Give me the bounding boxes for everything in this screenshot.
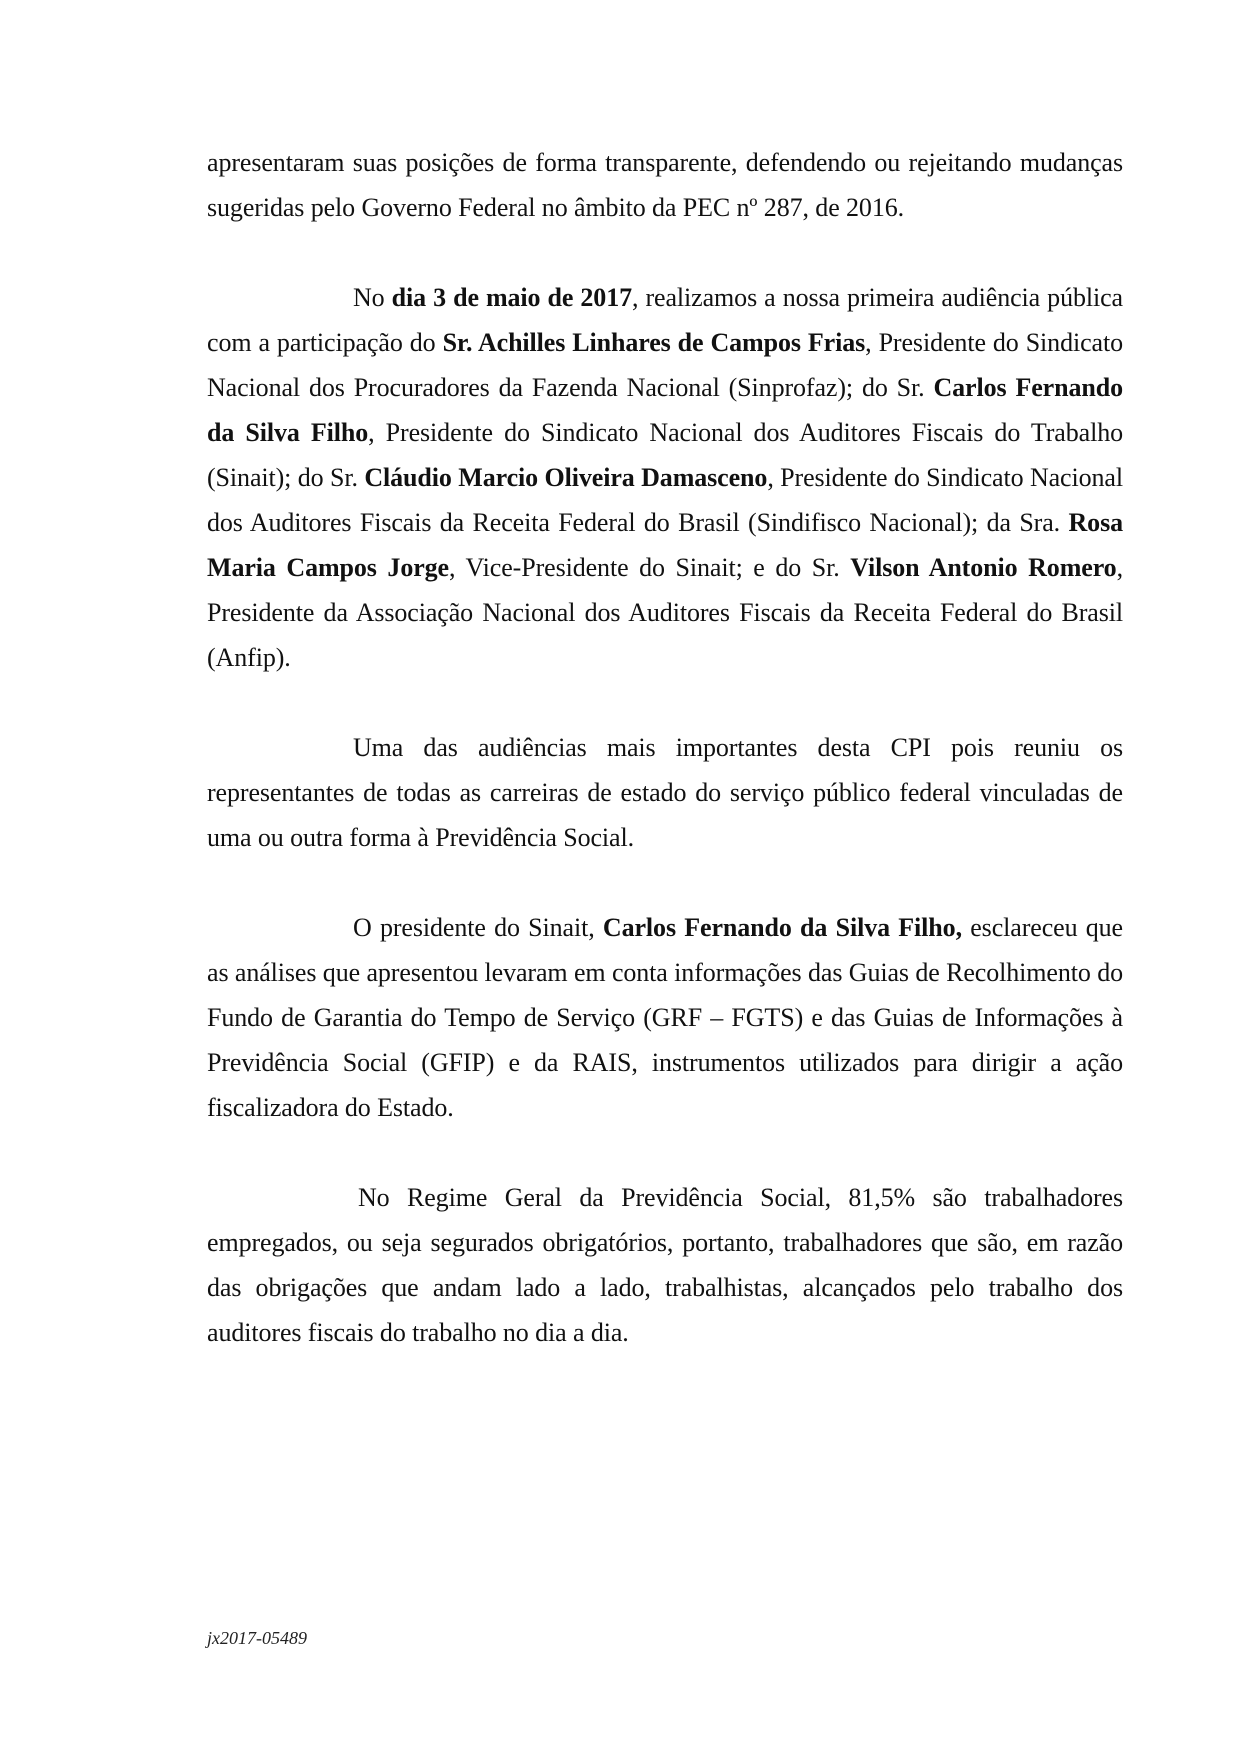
text-segment: , realizamos a nossa primeira audiência pública com a participação do bbox=[207, 283, 1123, 357]
text-segment: , Vice-Presidente do Sinait; e do Sr. bbox=[449, 553, 851, 582]
document-reference-code: jx2017-05489 bbox=[207, 1628, 307, 1648]
text-segment: esclareceu que as análises que apresentou levaram em conta informações das Guias de Recolhimento do Fundo de Garantia do Tempo de Serviço (GRF – FGTS) e das Guias de Informações à Previdência Social (GFIP) e da RAIS, instrumentos utilizados para dirigir a ação fiscalizadora do Estado. bbox=[207, 913, 1123, 1122]
bold-person-name: Sr. Achilles Linhares de Campos Frias bbox=[442, 328, 866, 357]
paragraph-2 bbox=[207, 275, 1123, 680]
bold-date: dia 3 de maio de 2017 bbox=[391, 283, 633, 312]
paragraph-1 bbox=[207, 140, 1123, 230]
text-segment: , Presidente do Sindicato Nacional dos Auditores Fiscais do Trabalho (Sinait); do Sr. bbox=[207, 418, 1123, 492]
paragraph-3 bbox=[207, 725, 1123, 860]
text-segment: , Presidente do Sindicato Nacional dos Auditores Fiscais da Receita Federal do Brasil (Sindifisco Nacional); da Sra. bbox=[207, 463, 1123, 537]
bold-person-name: Cláudio Marcio Oliveira Damasceno bbox=[364, 463, 768, 492]
text-segment: , Presidente do Sindicato Nacional dos Procuradores da Fazenda Nacional (Sinprofaz); do Sr. bbox=[207, 328, 1124, 402]
text-segment: O presidente do Sinait, bbox=[353, 913, 603, 942]
bold-person-name: Rosa Maria Campos Jorge bbox=[207, 508, 1123, 582]
paragraph-5-text: No Regime Geral da Previdência Social, 81,5% são trabalhadores empregados, ou seja segurados obrigatórios, portanto, trabalhadores que são, em razão das obrigações que andam lado a lado, trabalhistas, alcançados pelo trabalho dos auditores fiscais do trabalho no dia a dia. bbox=[207, 1183, 1123, 1347]
paragraph-5 bbox=[207, 1175, 1123, 1355]
text-segment: No bbox=[353, 283, 392, 312]
bold-person-name: Carlos Fernando da Silva Filho, bbox=[602, 913, 962, 942]
paragraph-4 bbox=[207, 905, 1123, 1130]
bold-person-name: Carlos Fernando da Silva Filho bbox=[207, 373, 1123, 447]
paragraph-1-text: apresentaram suas posições de forma transparente, defendendo ou rejeitando mudanças sugeridas pelo Governo Federal no âmbito da PEC nº 287, de 2016. bbox=[207, 148, 1123, 222]
text-segment: , Presidente da Associação Nacional dos Auditores Fiscais da Receita Federal do Brasil (Anfip). bbox=[207, 553, 1123, 672]
bold-person-name: Vilson Antonio Romero bbox=[850, 553, 1117, 582]
document-page bbox=[207, 140, 1123, 1400]
paragraph-3-text: Uma das audiências mais importantes desta CPI pois reuniu os representantes de todas as carreiras de estado do serviço público federal vinculadas de uma ou outra forma à Previdência Social. bbox=[207, 733, 1123, 852]
